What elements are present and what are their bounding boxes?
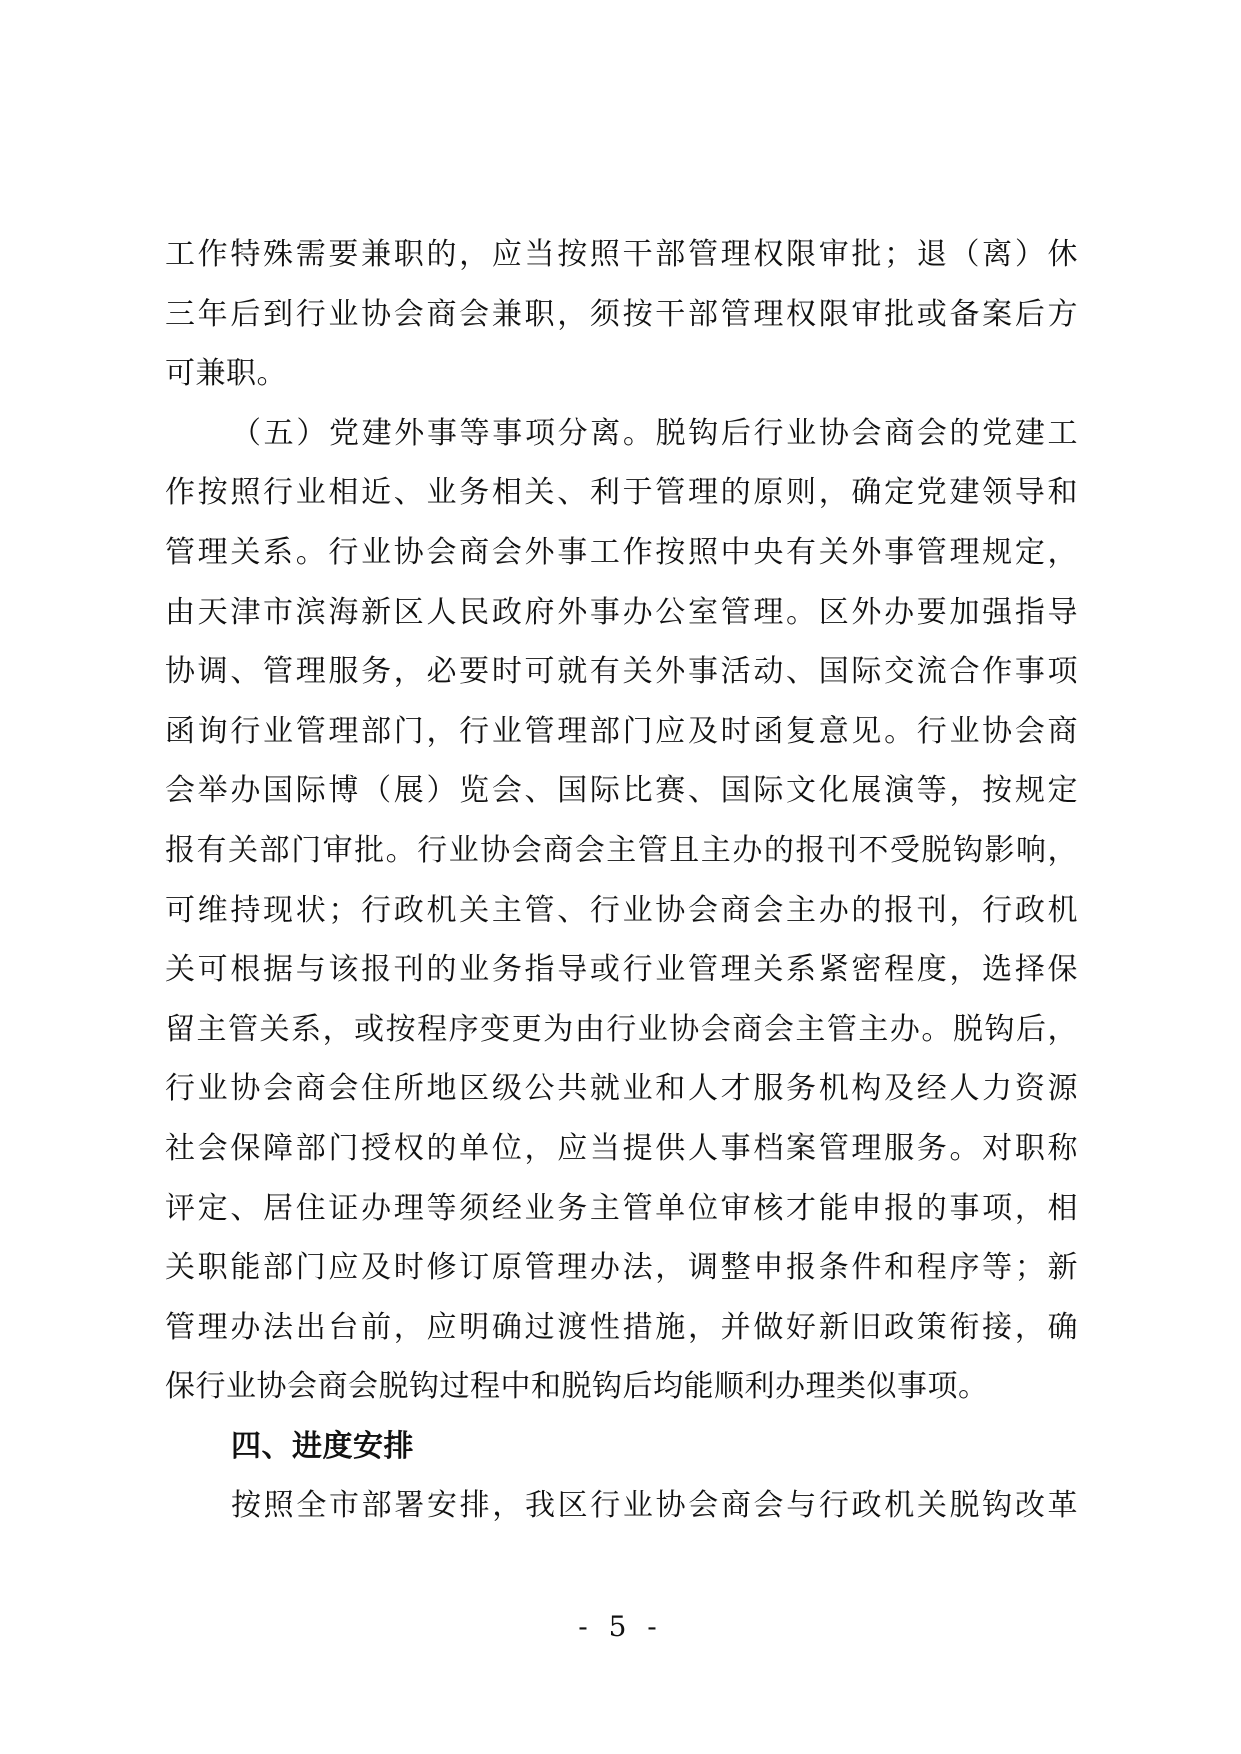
text-line: 管理办法出台前，应明确过渡性措施，并做好新旧政策衔接，确: [165, 1309, 1078, 1345]
text-line: 可兼职。: [165, 356, 287, 392]
text-line: 行业协会商会住所地区级公共就业和人才服务机构及经人力资源: [165, 1071, 1078, 1107]
text-line: 留主管关系，或按程序变更为由行业协会商会主管主办。脱钩后，: [165, 1011, 1078, 1047]
page-number: - 5 -: [578, 1610, 663, 1643]
text-line: 社会保障部门授权的单位，应当提供人事档案管理服务。对职称: [165, 1130, 1078, 1166]
text-line: 作按照行业相近、业务相关、利于管理的原则，确定党建领导和: [165, 475, 1078, 511]
text-line: 由天津市滨海新区人民政府外事办公室管理。区外办要加强指导: [165, 594, 1078, 630]
paragraph-1: [165, 225, 1078, 404]
text-line: 评定、居住证办理等须经业务主管单位审核才能申报的事项，相: [165, 1190, 1078, 1226]
text-line: 协调、管理服务，必要时可就有关外事活动、国际交流合作事项: [165, 654, 1078, 690]
paragraph-2: [165, 404, 1078, 1417]
section-heading: 四、进度安排: [231, 1428, 414, 1464]
text-line: 报有关部门审批。行业协会商会主管且主办的报刊不受脱钩影响，: [165, 832, 1078, 868]
paragraph-3-first-line: 按照全市部署安排，我区行业协会商会与行政机关脱钩改革: [231, 1488, 1078, 1524]
text-line: （五）党建外事等事项分离。脱钩后行业协会商会的党建工: [231, 415, 1078, 451]
document-body: [165, 225, 1078, 1536]
text-line: 会举办国际博（展）览会、国际比赛、国际文化展演等，按规定: [165, 773, 1078, 809]
text-line: 三年后到行业协会商会兼职，须按干部管理权限审批或备案后方: [165, 296, 1078, 332]
text-line: 管理关系。行业协会商会外事工作按照中央有关外事管理规定，: [165, 534, 1078, 570]
text-line: 可维持现状；行政机关主管、行业协会商会主办的报刊，行政机: [165, 892, 1078, 928]
text-line: 函询行业管理部门，行业管理部门应及时函复意见。行业协会商: [165, 713, 1078, 749]
text-line: 工作特殊需要兼职的，应当按照干部管理权限审批；退（离）休: [165, 237, 1078, 272]
text-line: 关职能部门应及时修订原管理办法，调整申报条件和程序等；新: [165, 1250, 1078, 1286]
text-line: 关可根据与该报刊的业务指导或行业管理关系紧密程度，选择保: [165, 952, 1078, 988]
text-line: 保行业协会商会脱钩过程中和脱钩后均能顺利办理类似事项。: [165, 1369, 989, 1405]
